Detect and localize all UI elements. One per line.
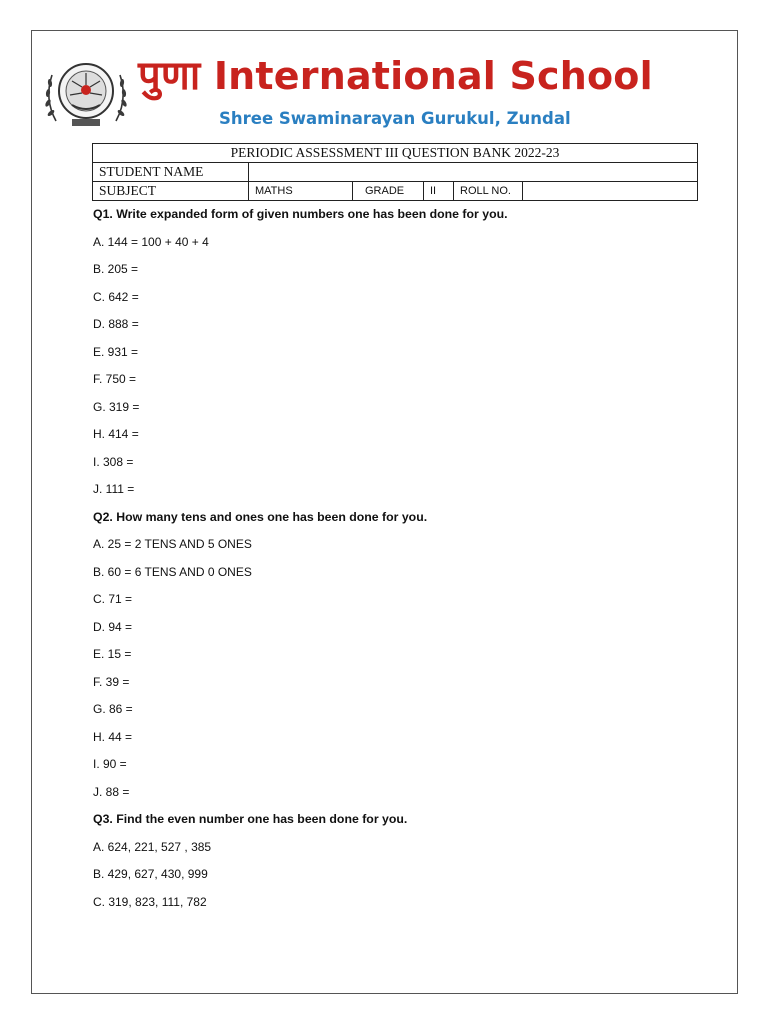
student-info-table <box>92 143 698 201</box>
student-name-label: STUDENT NAME <box>93 163 249 182</box>
q2-item: D. 94 = <box>93 619 133 634</box>
school-name-hindi: पुणा <box>138 53 201 99</box>
q2-item: F. 39 = <box>93 674 130 689</box>
q2-title: Q2. How many tens and ones one has been done for you. <box>93 509 428 524</box>
grade-label: GRADE <box>353 182 424 201</box>
school-name-english: International School <box>213 54 653 98</box>
q3-item: B. 429, 627, 430, 999 <box>93 867 208 881</box>
roll-no-label: ROLL NO. <box>454 182 523 201</box>
school-subtitle: Shree Swaminarayan Gurukul, Zundal <box>219 109 571 128</box>
student-name-field[interactable] <box>249 163 698 182</box>
q2-item: J. 88 = <box>93 784 130 799</box>
question-content <box>93 205 713 920</box>
school-emblem-icon <box>42 55 130 133</box>
q1-item: B. 205 = <box>93 262 139 276</box>
q2-item: A. 25 = 2 TENS AND 5 ONES <box>93 537 252 551</box>
q2-item: B. 60 = 6 TENS AND 0 ONES <box>93 564 252 579</box>
q3-item: C. 319, 823, 111, 782 <box>93 894 207 909</box>
q1-item: E. 931 = <box>93 344 139 359</box>
school-name <box>138 53 653 99</box>
q1-item: F. 750 = <box>93 372 137 386</box>
q1-item: C. 642 = <box>93 289 139 304</box>
roll-no-field[interactable] <box>523 182 698 201</box>
q2-item: G. 86 = <box>93 702 133 716</box>
q1-item: I. 308 = <box>93 454 134 469</box>
q1-item: A. 144 = 100 + 40 + 4 <box>93 234 209 249</box>
q3-title: Q3. Find the even number one has been done for you. <box>93 812 408 826</box>
q1-title: Q1. Write expanded form of given numbers one has been done for you. <box>93 207 508 221</box>
q2-item: E. 15 = <box>93 647 132 661</box>
q1-item: D. 888 = <box>93 317 139 331</box>
q1-item: J. 111 = <box>93 482 135 496</box>
subject-label: SUBJECT <box>93 182 249 201</box>
q3-item: A. 624, 221, 527 , 385 <box>93 839 212 854</box>
q1-item: G. 319 = <box>93 399 140 414</box>
q2-item: I. 90 = <box>93 757 127 771</box>
q2-item: H. 44 = <box>93 729 133 744</box>
q2-item: C. 71 = <box>93 592 133 606</box>
grade-value: II <box>424 182 454 201</box>
subject-value: MATHS <box>249 182 353 201</box>
assessment-title: PERIODIC ASSESSMENT III QUESTION BANK 2022-23 <box>93 144 698 163</box>
q1-item: H. 414 = <box>93 427 139 441</box>
